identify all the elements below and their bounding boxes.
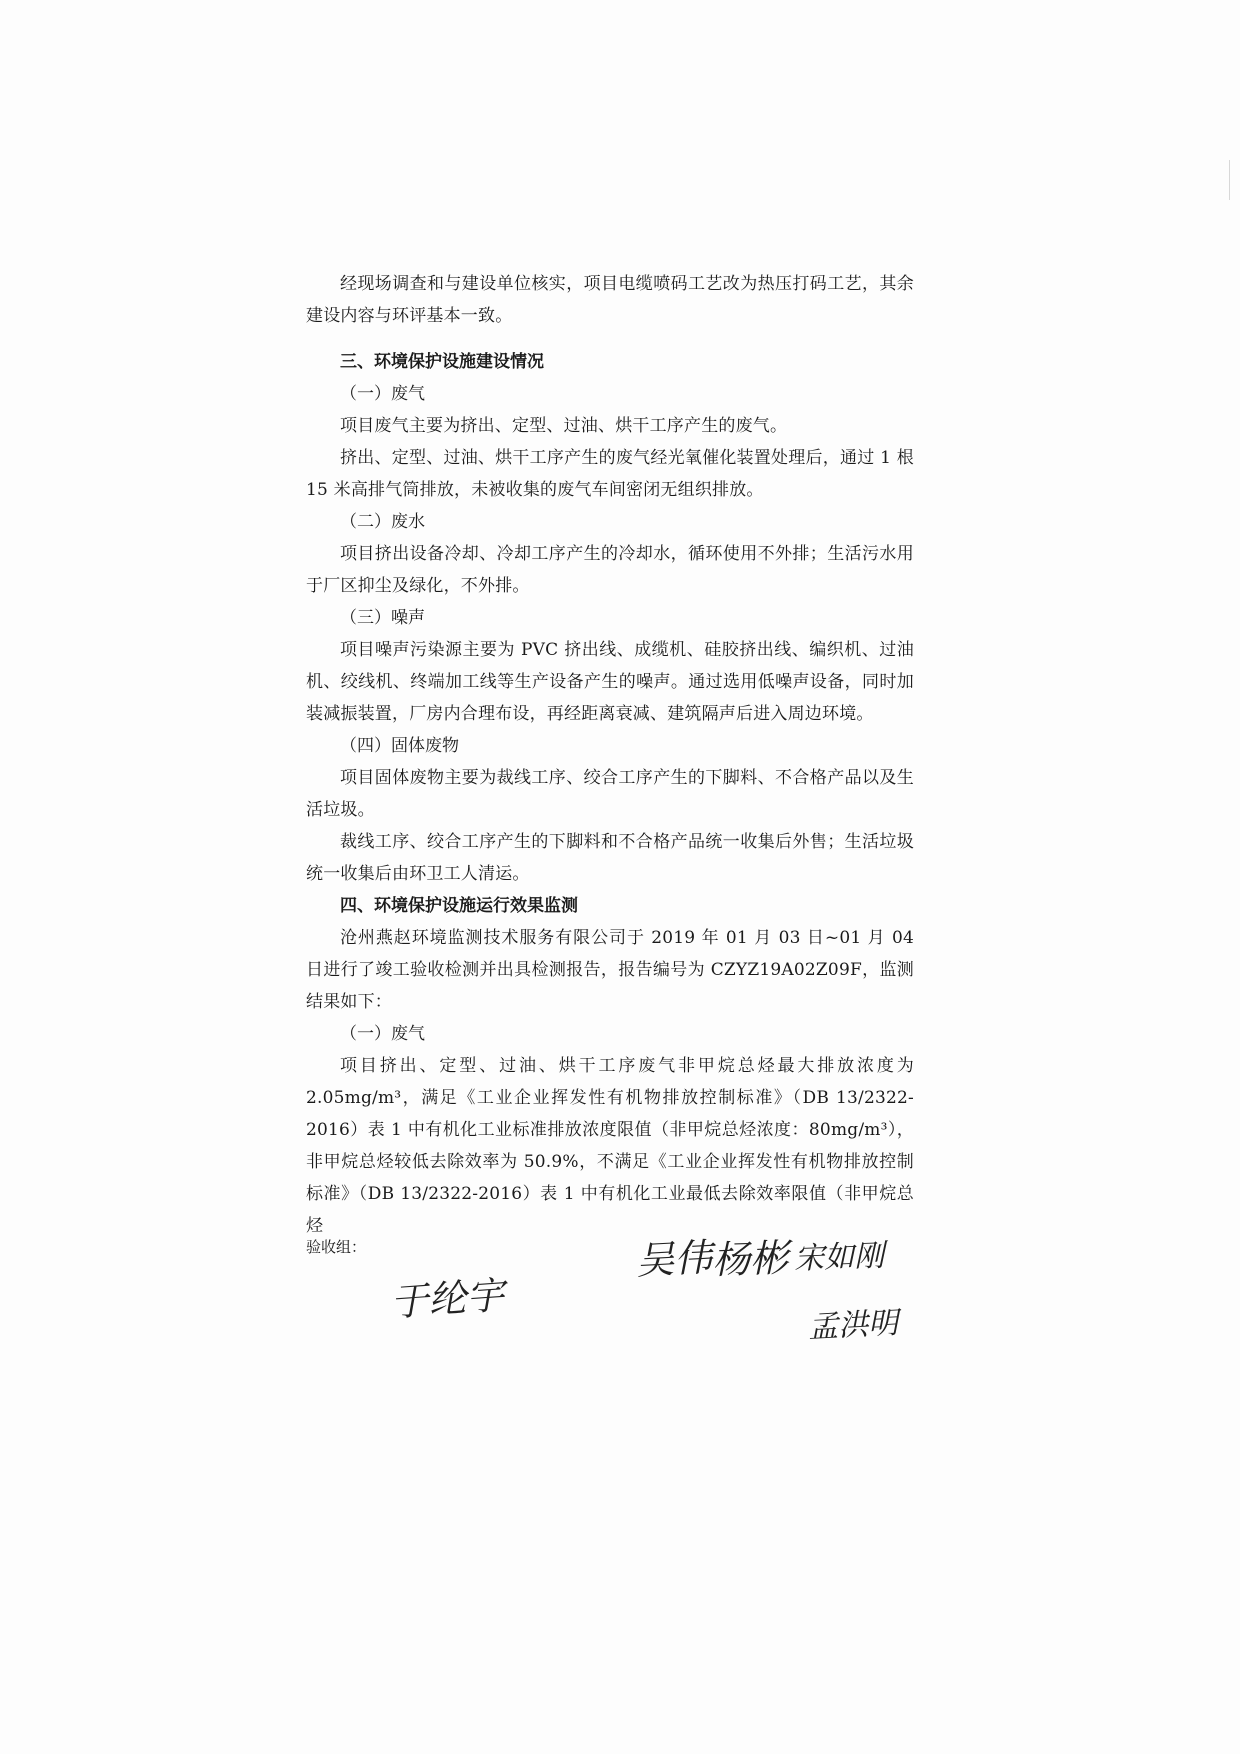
signature-3: 杨彬: [711, 1235, 789, 1283]
acceptance-group-label: 验收组：: [306, 1238, 367, 1256]
subheading-noise: （三）噪声: [340, 608, 425, 628]
paragraph-exhaust-results: 项目挤出、定型、过油、烘干工序废气非甲烷总烃最大排放浓度为 2.05mg/m³，满足《工业企业挥发性有机物排放控制标准》（DB 13/2322-2016）表 1 中有机化工业标准排放浓度限值（非甲烷总烃浓度：80mg/m³），非甲烷总烃较低去除效率为 50.9%，不满足《工业企业挥发性有机物排放控制标准》（DB 13/2322-2016）表 1 中有机化工业最低去除效率限值（非甲烷总烃: [306, 1056, 914, 1236]
paragraph-solid-waste-disposal: 裁线工序、绞合工序产生的下脚料和不合格产品统一收集后外售；生活垃圾统一收集后由环卫工人清运。: [306, 832, 914, 884]
paragraph-monitoring-company: 沧州燕赵环境监测技术服务有限公司于 2019 年 01 月 03 日~01 月 04 日进行了竣工验收检测并出具检测报告，报告编号为 CZYZ19A02Z09F，监测结果如下：: [306, 928, 914, 1012]
heading-section-3: 三、环境保护设施建设情况: [340, 352, 544, 372]
signature-4: 宋如刚: [793, 1238, 885, 1277]
document-body: [306, 268, 914, 1242]
signature-5: 孟洪明: [807, 1305, 900, 1346]
subheading-solid-waste: （四）固体废物: [340, 736, 459, 756]
signature-1: 于纶宇: [388, 1273, 506, 1325]
heading-section-4: 四、环境保护设施运行效果监测: [340, 896, 578, 916]
paragraph-solid-waste-source: 项目固体废物主要为裁线工序、绞合工序产生的下脚料、不合格产品以及生活垃圾。: [306, 768, 914, 820]
subheading-exhaust-gas: （一）废气: [340, 384, 425, 404]
scan-edge-mark: [1229, 160, 1230, 200]
paragraph-noise: 项目噪声污染源主要为 PVC 挤出线、成缆机、硅胶挤出线、编织机、过油机、绞线机、终端加工线等生产设备产生的噪声。通过选用低噪声设备，同时加装减振装置，厂房内合理布设，再经距离衰减、建筑隔声后进入周边环境。: [306, 640, 914, 724]
paragraph-wastewater: 项目挤出设备冷却、冷却工序产生的冷却水，循环使用不外排；生活污水用于厂区抑尘及绿化，不外排。: [306, 544, 914, 596]
paragraph-verification: 经现场调查和与建设单位核实，项目电缆喷码工艺改为热压打码工艺，其余建设内容与环评基本一致。: [306, 274, 914, 326]
subheading-exhaust-gas-results: （一）废气: [340, 1024, 425, 1044]
paragraph-exhaust-source: 项目废气主要为挤出、定型、过油、烘干工序产生的废气。: [340, 416, 788, 436]
signature-2: 吴伟: [635, 1235, 714, 1283]
paragraph-exhaust-treatment: 挤出、定型、过油、烘干工序产生的废气经光氧催化装置处理后，通过 1 根 15 米高排气筒排放，未被收集的废气车间密闭无组织排放。: [306, 448, 914, 500]
subheading-wastewater: （二）废水: [340, 512, 425, 532]
